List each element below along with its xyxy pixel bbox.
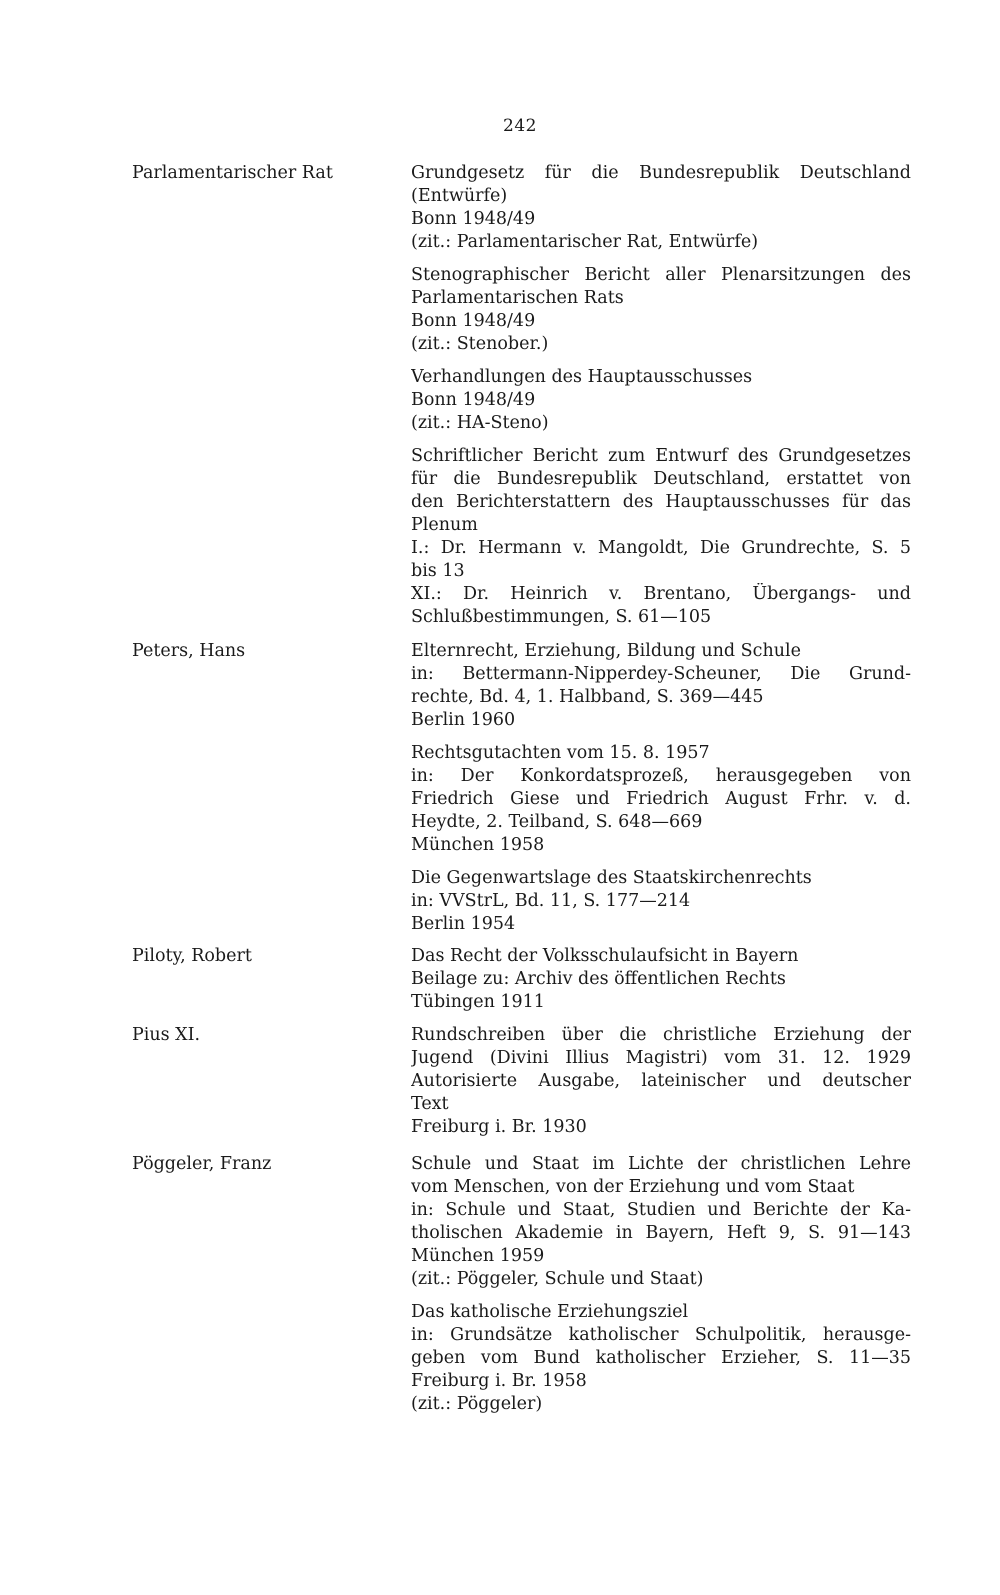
citation-line: I.: Dr. Hermann v. Mangoldt, Die Grundrechte, S. 5 [411, 538, 911, 558]
citation-line: Berlin 1954 [411, 914, 516, 934]
citation-line: XI.: Dr. Heinrich v. Brentano, Übergangs- und [411, 584, 911, 604]
entry-works [411, 1153, 911, 1426]
citation-line: Das Recht der Volksschulaufsicht in Bayern [411, 946, 799, 966]
citation-line: Schlußbestimmungen, S. 61—105 [411, 607, 712, 627]
citation-line: (zit.: Pöggeler, Schule und Staat) [411, 1269, 704, 1289]
citation-line: bis 13 [411, 561, 465, 581]
citation-line: Freiburg i. Br. 1958 [411, 1371, 587, 1391]
entry-author: Parlamentarischer Rat [132, 163, 333, 183]
citation-line: geben vom Bund katholischer Erzieher, S. 11—35 [411, 1348, 911, 1368]
citation-line: Beilage zu: Archiv des öffentlichen Rechts [411, 969, 786, 989]
citation-line: Parlamentarischen Rats [411, 288, 624, 308]
work-citation [411, 867, 911, 936]
citation-line: in: VVStrL, Bd. 11, S. 177—214 [411, 891, 691, 911]
work-citation [411, 1301, 911, 1416]
work-citation [411, 264, 911, 356]
entry-works [411, 640, 911, 946]
entry-author: Pöggeler, Franz [132, 1154, 272, 1174]
citation-line: in: Der Konkordatsprozeß, herausgegeben von [411, 766, 911, 786]
entry-works [411, 162, 911, 639]
citation-line: Rundschreiben über die christliche Erziehung der [411, 1025, 911, 1045]
citation-line: Berlin 1960 [411, 710, 516, 730]
citation-line: Bonn 1948/49 [411, 311, 536, 331]
citation-line: Bonn 1948/49 [411, 209, 536, 229]
entry-author: Pius XI. [132, 1025, 201, 1045]
citation-line: Grundgesetz für die Bundesrepublik Deutschland [411, 163, 911, 183]
entry-works [411, 945, 911, 1024]
citation-line: Tübingen 1911 [411, 992, 545, 1012]
work-citation [411, 742, 911, 857]
citation-line: den Berichterstattern des Hauptausschusses für das [411, 492, 911, 512]
citation-line: Elternrecht, Erziehung, Bildung und Schule [411, 641, 801, 661]
citation-line: Rechtsgutachten vom 15. 8. 1957 [411, 743, 710, 763]
citation-line: rechte, Bd. 4, 1. Halbband, S. 369—445 [411, 687, 764, 707]
citation-line: München 1958 [411, 835, 545, 855]
citation-line: Schriftlicher Bericht zum Entwurf des Grundgesetzes [411, 446, 911, 466]
citation-line: Heydte, 2. Teilband, S. 648—669 [411, 812, 703, 832]
citation-line: (Entwürfe) [411, 186, 508, 206]
citation-line: in: Grundsätze katholischer Schulpolitik, herausge- [411, 1325, 911, 1345]
citation-line: Schule und Staat im Lichte der christlichen Lehre [411, 1154, 911, 1174]
work-citation [411, 1153, 911, 1291]
work-citation [411, 445, 911, 629]
citation-line: (zit.: Parlamentarischer Rat, Entwürfe) [411, 232, 759, 252]
citation-line: (zit.: Pöggeler) [411, 1394, 543, 1414]
entry-author: Peters, Hans [132, 641, 246, 661]
citation-line: (zit.: Stenober.) [411, 334, 549, 354]
citation-line: in: Schule und Staat, Studien und Berichte der Ka- [411, 1200, 911, 1220]
citation-line: für die Bundesrepublik Deutschland, erstattet von [411, 469, 911, 489]
work-citation [411, 640, 911, 732]
citation-line: Die Gegenwartslage des Staatskirchenrechts [411, 868, 812, 888]
citation-line: Jugend (Divini Illius Magistri) vom 31. 12. 1929 [411, 1048, 911, 1068]
work-citation [411, 162, 911, 254]
citation-line: tholischen Akademie in Bayern, Heft 9, S. 91—143 [411, 1223, 911, 1243]
citation-line: Bonn 1948/49 [411, 390, 536, 410]
work-citation [411, 366, 911, 435]
citation-line: Verhandlungen des Hauptausschusses [411, 367, 753, 387]
work-citation [411, 945, 911, 1014]
citation-line: Autorisierte Ausgabe, lateinischer und deutscher [411, 1071, 911, 1091]
citation-line: Freiburg i. Br. 1930 [411, 1117, 587, 1137]
entry-works [411, 1024, 911, 1149]
citation-line: München 1959 [411, 1246, 545, 1266]
citation-line: Stenographischer Bericht aller Plenarsitzungen des [411, 265, 911, 285]
citation-line: (zit.: HA-Steno) [411, 413, 549, 433]
citation-line: Das katholische Erziehungsziel [411, 1302, 689, 1322]
citation-line: in: Bettermann-Nipperdey-Scheuner, Die Grund- [411, 664, 911, 684]
work-citation [411, 1024, 911, 1139]
citation-line: Plenum [411, 515, 478, 535]
citation-line: vom Menschen, von der Erziehung und vom Staat [411, 1177, 855, 1197]
citation-line: Friedrich Giese und Friedrich August Frhr. v. d. [411, 789, 911, 809]
page-number: 242 [503, 116, 537, 136]
citation-line: Text [411, 1094, 449, 1114]
entry-author: Piloty, Robert [132, 946, 252, 966]
